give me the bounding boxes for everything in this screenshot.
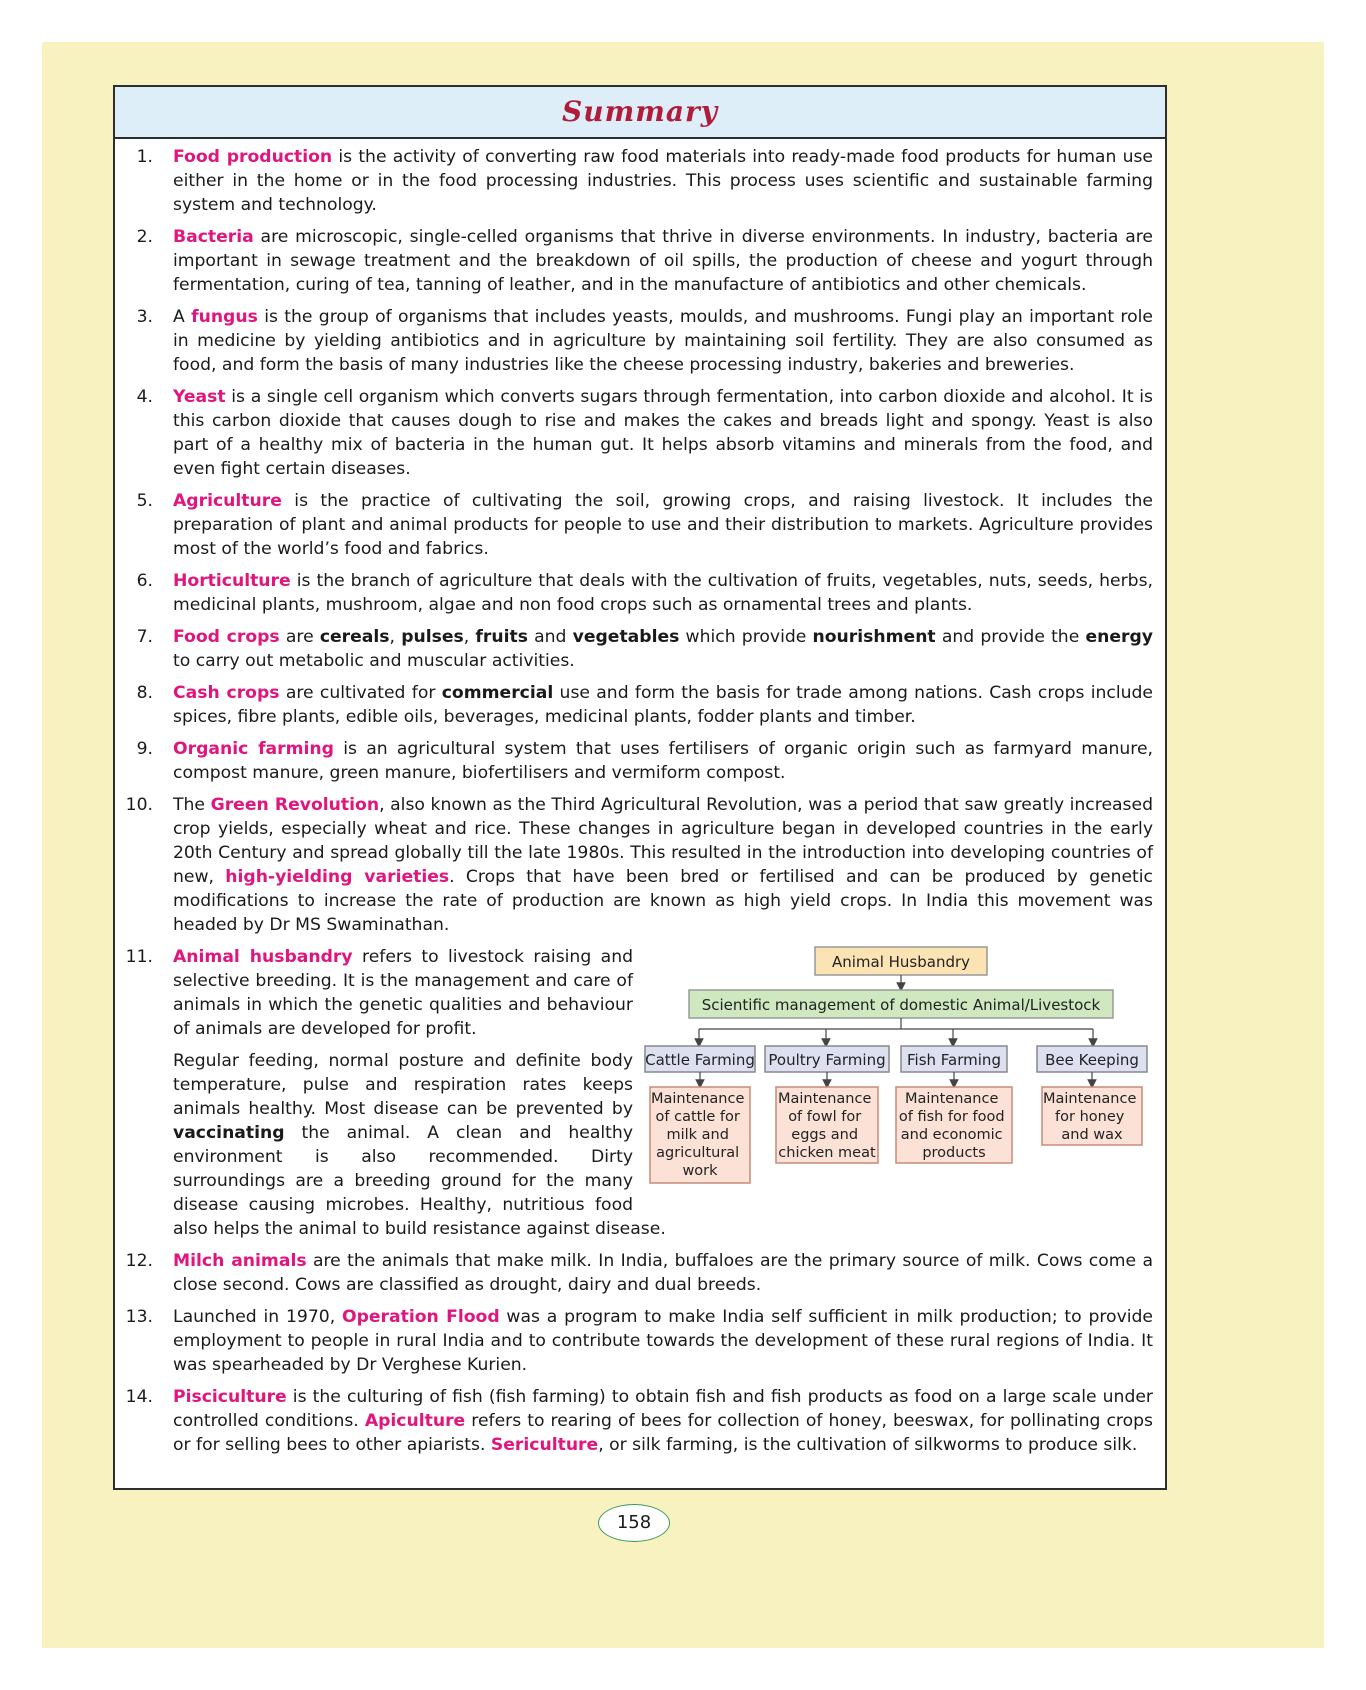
keyword: Animal husbandry bbox=[173, 947, 353, 967]
item-number: 14. bbox=[125, 1387, 153, 1407]
keyword: Horticulture bbox=[173, 571, 291, 591]
diagram-level2-label: Scientific management of domestic Animal/Livestock bbox=[701, 996, 1101, 1014]
item-text: use and form the basis for trade among nations. Cash crops include spices, fibre plants, edible oils, beverages, medicinal plants, fodder plants and timber. bbox=[173, 683, 1154, 727]
item-text: are microscopic, single-celled organisms that thrive in diverse environments. In industry, bacteria are important in sewage treatment and the breakdown of oil spills, the production of cheese and yogurt through fermentation, curing of tea, tanning of leather, and in the manufacture of antibiotics and other chemicals. bbox=[173, 227, 1153, 295]
list-item bbox=[115, 569, 1165, 617]
item-number: 8. bbox=[136, 683, 153, 703]
keyword: Food crops bbox=[173, 627, 280, 647]
item-text: is the activity of converting raw food materials into ready-made food products for human use either in the home or in the food processing industries. This process uses scientific and sustainable farming system and technology. bbox=[173, 147, 1153, 215]
list-item bbox=[115, 681, 1165, 729]
item-number: 11. bbox=[125, 947, 153, 967]
item-text: A bbox=[173, 307, 192, 327]
item-number: 13. bbox=[125, 1307, 153, 1327]
list-item bbox=[115, 225, 1165, 297]
item-text: Regular feeding, normal posture and definite body temperature, pulse and respiration rates keeps animals healthy. Most disease can be prevented by bbox=[173, 1051, 633, 1119]
item-number: 7. bbox=[136, 627, 153, 647]
item-text: was a program to make India self sufficient in milk production; to provide employment to people in rural India and to contribute towards the development of these rural regions of India. It was spearheaded by Dr Verghese Kurien. bbox=[173, 1307, 1153, 1375]
item-text: Launched in 1970, bbox=[173, 1307, 342, 1327]
summary-box bbox=[113, 85, 1167, 1490]
diagram-root-label: Animal Husbandry bbox=[831, 953, 971, 971]
list-item bbox=[115, 489, 1165, 561]
item-text: which provide bbox=[679, 627, 813, 647]
bold-term: fruits bbox=[475, 627, 528, 647]
item-number: 4. bbox=[136, 387, 153, 407]
item-number: 5. bbox=[136, 491, 153, 511]
item-text: are the animals that make milk. In India, buffaloes are the primary source of milk. Cows come a close second. Cows are classified as drought, dairy and dual breeds. bbox=[173, 1251, 1153, 1295]
diagram-branch-label: Fish Farming bbox=[907, 1051, 1001, 1069]
item-text: , or silk farming, is the cultivation of silkworms to produce silk. bbox=[598, 1435, 1138, 1455]
item-text: are bbox=[279, 627, 320, 647]
summary-list bbox=[115, 145, 1165, 1465]
keyword: fungus bbox=[191, 307, 258, 327]
item-number: 2. bbox=[136, 227, 153, 247]
diagram-desc-text: Maintenance of fish for food and economic products bbox=[898, 1091, 1005, 1161]
keyword: Operation Flood bbox=[341, 1307, 500, 1327]
item-text: to carry out metabolic and muscular activities. bbox=[173, 651, 575, 671]
keyword: Bacteria bbox=[173, 227, 254, 247]
diagram-branch-label: Poultry Farming bbox=[768, 1051, 886, 1069]
item-number: 10. bbox=[125, 795, 153, 815]
list-item bbox=[115, 793, 1165, 937]
list-item bbox=[115, 945, 1165, 1241]
item-text: is a single cell organism which converts sugars through fermentation, into carbon dioxide and alcohol. It is this carbon dioxide that causes dough to rise and makes the cakes and breads light and spongy. Yeast is also part of a healthy mix of bacteria in the human gut. It helps absorb vitamins and minerals from the food, and even fight certain diseases. bbox=[173, 387, 1153, 479]
page-title: Summary bbox=[562, 95, 718, 128]
bold-term: vegetables bbox=[572, 627, 680, 647]
item-number: 3. bbox=[136, 307, 153, 327]
item-text: and provide the bbox=[935, 627, 1086, 647]
page-number: 158 bbox=[598, 1504, 670, 1542]
item-number: 1. bbox=[136, 147, 153, 167]
item-text: refers to rearing of bees for collection of honey, beeswax, for pollinating crops or for selling bees to other apiarists. bbox=[173, 1411, 1153, 1455]
bold-term: pulses bbox=[401, 627, 464, 647]
bold-term: energy bbox=[1085, 627, 1154, 647]
item-text: and bbox=[527, 627, 573, 647]
keyword: Organic farming bbox=[173, 739, 334, 759]
list-item bbox=[115, 1249, 1165, 1297]
bold-term: cereals bbox=[319, 627, 390, 647]
item-text: , also known as the Third Agricultural Revolution, was a period that saw greatly increased crop yields, especially wheat and rice. These changes in agriculture began in developed countries in the early 20th Century and spread globally till the late 1980s. This resulted in the introduction into developing countries of new, bbox=[173, 795, 1153, 887]
diagram-branch-label: Bee Keeping bbox=[1045, 1051, 1139, 1069]
item-text: refers to livestock raising and selective breeding. It is the management and care of animals in which the genetic qualities and behaviour of animals are developed for profit. bbox=[173, 947, 633, 1039]
list-item bbox=[115, 145, 1165, 217]
animal-husbandry-diagram bbox=[643, 945, 1153, 1203]
item-text: the animal. A clean and healthy environment is also recommended. Dirty surroundings are a breeding ground for the many disease causing microbes. Healthy, nutritious food also helps the animal to build resistance against disease. bbox=[173, 1123, 666, 1239]
list-item bbox=[115, 305, 1165, 377]
diagram-desc-text: Maintenance of fowl for eggs and chicken meat bbox=[778, 1091, 876, 1161]
item-text: is the practice of cultivating the soil, growing crops, and raising livestock. It includes the preparation of plant and animal products for people to use and their distribution to markets. Agriculture provides most of the world’s food and fabrics. bbox=[173, 491, 1153, 559]
item-text: is the branch of agriculture that deals with the cultivation of fruits, vegetables, nuts, seeds, herbs, medicinal plants, mushroom, algae and non food crops such as ornamental trees and plants. bbox=[173, 571, 1153, 615]
item-text: are cultivated for bbox=[279, 683, 442, 703]
item-text: , bbox=[463, 627, 476, 647]
list-item bbox=[115, 737, 1165, 785]
item-text: , bbox=[389, 627, 402, 647]
diagram-desc-text: Maintenance of cattle for milk and agricultural work bbox=[651, 1091, 745, 1179]
item-text: is the culturing of fish (fish farming) to obtain fish and fish products as food on a large scale under controlled conditions. bbox=[173, 1387, 1153, 1431]
list-item bbox=[115, 1305, 1165, 1377]
item-text: The bbox=[173, 795, 211, 815]
diagram-branch-label: Cattle Farming bbox=[645, 1051, 755, 1069]
keyword: Green Revolution bbox=[210, 795, 380, 815]
keyword: Food production bbox=[173, 147, 333, 167]
title-bar bbox=[115, 87, 1165, 139]
item-text: . Crops that have been bred or fertilised and can be produced by genetic modifications to increase the rate of production are known as high yield crops. In India this movement was headed by Dr MS Swaminathan. bbox=[173, 867, 1154, 935]
bold-term: nourishment bbox=[812, 627, 936, 647]
list-item bbox=[115, 625, 1165, 673]
item-text: is an agricultural system that uses fertilisers of organic origin such as farmyard manure, compost manure, green manure, biofertilisers and vermiform compost. bbox=[173, 739, 1153, 783]
diagram-svg bbox=[643, 945, 1153, 1203]
keyword: Apiculture bbox=[364, 1411, 466, 1431]
list-item bbox=[115, 385, 1165, 481]
keyword: Pisciculture bbox=[173, 1387, 287, 1407]
item-number: 9. bbox=[136, 739, 153, 759]
keyword: Cash crops bbox=[173, 683, 280, 703]
keyword: Yeast bbox=[173, 387, 226, 407]
bold-term: commercial bbox=[441, 683, 554, 703]
diagram-desc-text: Maintenance for honey and wax bbox=[1043, 1091, 1137, 1143]
keyword: high-yielding varieties bbox=[225, 867, 450, 887]
list-item bbox=[115, 1385, 1165, 1457]
item-number: 12. bbox=[125, 1251, 153, 1271]
keyword: Sericulture bbox=[490, 1435, 599, 1455]
bold-term: vaccinating bbox=[173, 1123, 285, 1143]
item-number: 6. bbox=[136, 571, 153, 591]
item-text: is the group of organisms that includes yeasts, moulds, and mushrooms. Fungi play an important role in medicine by yielding antibiotics and in agriculture by maintaining soil fertility. They are also consumed as food, and form the basis of many industries like the cheese processing industry, bakeries and breweries. bbox=[173, 307, 1153, 375]
keyword: Agriculture bbox=[173, 491, 282, 511]
keyword: Milch animals bbox=[173, 1251, 307, 1271]
